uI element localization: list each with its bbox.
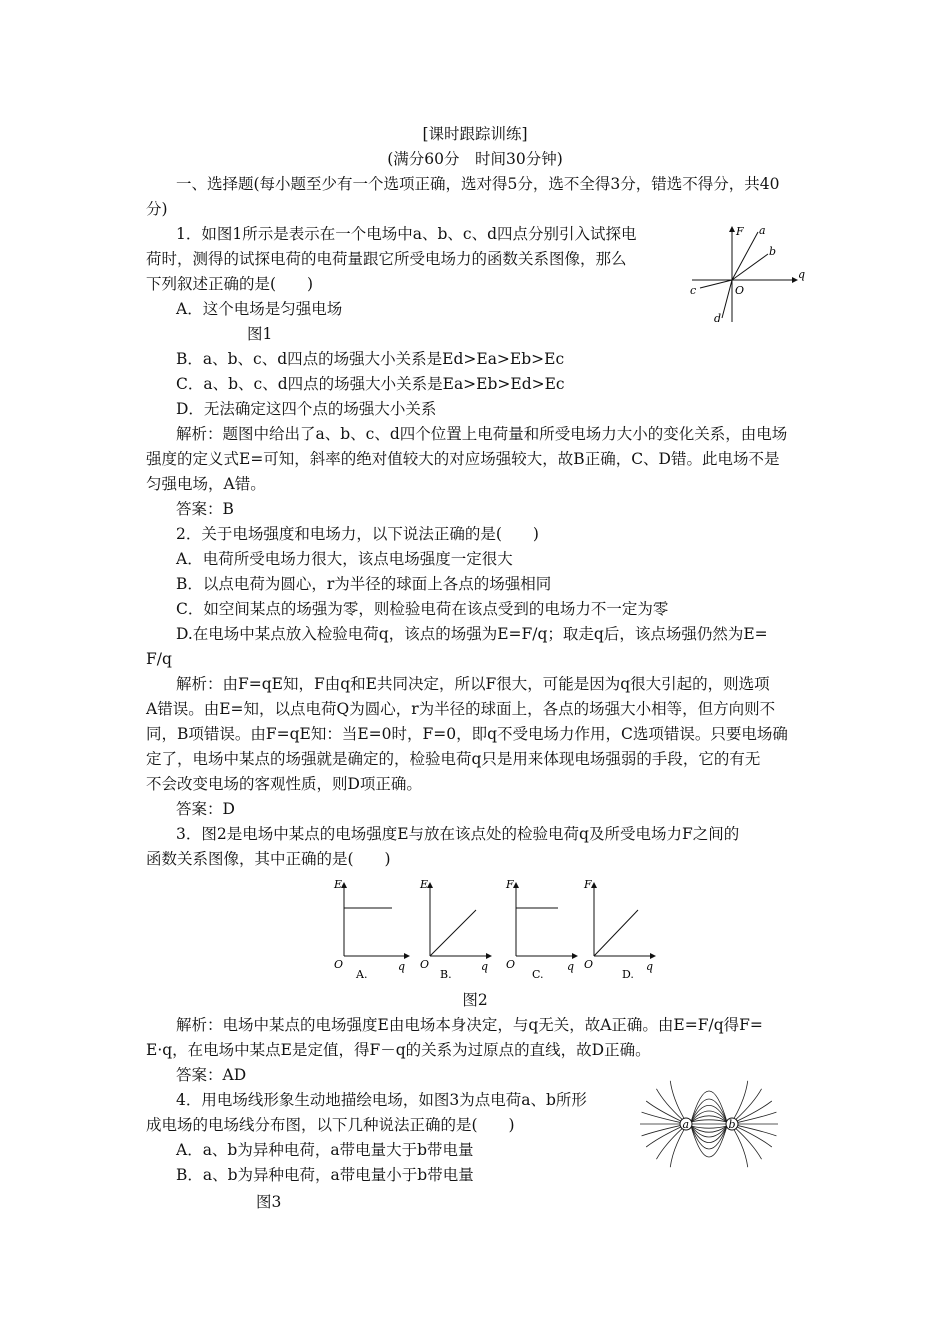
q3-figure-caption: 图2 <box>462 991 488 1009</box>
q2-analysis-line4: 定了，电场中某点的场强就是确定的，检验电荷q只是用来体现电场强弱的手段，它的有无 <box>146 750 761 768</box>
fig2-b-origin: O <box>420 958 430 971</box>
fig1-axis-y-label: F <box>736 225 744 238</box>
q1-stem-line3: 下列叙述正确的是( ) <box>146 275 314 293</box>
field-line <box>642 1112 681 1122</box>
fig2-a-label: A. <box>356 968 368 981</box>
q1-answer: 答案：B <box>176 500 234 518</box>
fig2-b-y-label: E <box>420 878 429 891</box>
field-line <box>691 1126 727 1157</box>
page-subtitle: (满分60分 时间30分钟) <box>387 150 563 168</box>
fig2-graph-d <box>583 878 656 981</box>
fig1-line-a-label: a <box>759 224 766 237</box>
field-line <box>656 1089 682 1120</box>
fig2-c-origin: O <box>506 958 516 971</box>
q1-option-d: D．无法确定这四个点的场强大小关系 <box>176 400 437 418</box>
q4-figure-caption: 图3 <box>256 1193 282 1211</box>
q2-analysis-line2: A错误。由E=知，以点电荷Q为圆心，r为半径的球面上，各点的场强大小相等，但方向则不 <box>146 700 776 718</box>
q2-option-d-line2: F/q <box>146 650 172 668</box>
q3-stem-line1: 3．图2是电场中某点的电场强度E与放在该点处的检验电荷q及所受电场力F之间的 <box>176 825 740 843</box>
fig2-graph-a <box>333 878 410 981</box>
section-heading: 一、选择题(每小题至少有一个选项正确，选对得5分，选不全得3分，错选不得分，共40 <box>176 175 780 193</box>
field-line <box>691 1091 727 1122</box>
q3-stem-line2: 函数关系图像，其中正确的是( ) <box>146 850 391 868</box>
field-line <box>670 1130 684 1168</box>
q3-analysis-line2: E·q，在电场中某点E是定值，得F－q的关系为过原点的直线，故D正确。 <box>146 1041 651 1059</box>
fig2-a-y-label: E <box>334 878 343 891</box>
field-line <box>736 1129 762 1160</box>
q2-option-b: B．以点电荷为圆心，r为半径的球面上各点的场强相同 <box>176 575 552 593</box>
q1-option-c: C．a、b、c、d四点的场强大小关系是Ea>Eb>Ed>Ec <box>176 375 565 393</box>
fig1-axis-x-label: q <box>798 268 806 281</box>
figure-1-graph <box>686 222 806 326</box>
fig3-charge-b-label: b <box>728 1118 736 1131</box>
fig2-d-y-label: F <box>584 878 592 891</box>
fig1-origin-label: O <box>735 284 745 297</box>
field-line <box>642 1126 681 1136</box>
fig2-a-origin: O <box>334 958 344 971</box>
section-heading-cont: 分) <box>146 200 168 218</box>
q3-analysis-line1: 解析：电场中某点的电场强度E由电场本身决定，与q无关，故A正确。由E=F/q得F= <box>176 1016 763 1034</box>
q3-answer: 答案：AD <box>176 1066 247 1084</box>
q4-option-a: A．a、b为异种电荷，a带电量大于b带电量 <box>176 1141 474 1159</box>
fig2-b-x-label: q <box>481 960 489 973</box>
field-line <box>734 1081 748 1119</box>
q4-option-b: B．a、b为异种电荷，a带电量小于b带电量 <box>176 1166 474 1184</box>
field-line <box>656 1129 682 1160</box>
figure-2-graphs <box>326 876 666 984</box>
q2-analysis-line3: 同，B项错误。由F=qE知：当E=0时，F=0，即q不受电场力作用，C选项错误。只要电场确 <box>146 725 788 743</box>
fig1-line-b-label: b <box>769 245 777 258</box>
field-line <box>737 1127 772 1147</box>
q1-stem-line1: 1．如图1所示是表示在一个电场中a、b、c、d四点分别引入试探电 <box>176 225 637 243</box>
q4-stem-line2: 成电场的电场线分布图，以下几种说法正确的是( ) <box>146 1116 515 1134</box>
q1-analysis-line3: 匀强电场，A错。 <box>146 475 266 493</box>
fig2-c-x-label: q <box>567 960 575 973</box>
fig2-graph-b <box>419 878 492 981</box>
q2-option-c: C．如空间某点的场强为零，则检验电荷在该点受到的电场力不一定为零 <box>176 600 669 618</box>
fig1-line-d-label: d <box>714 312 722 325</box>
q2-analysis-line5: 不会改变电场的客观性质，则D项正确。 <box>146 775 422 793</box>
q1-figure-caption: 图1 <box>247 325 273 343</box>
q2-option-a: A．电荷所受电场力很大，该点电场强度一定很大 <box>176 550 513 568</box>
q4-stem-line1: 4．用电场线形象生动地描绘电场，如图3为点电荷a、b所形 <box>176 1091 587 1109</box>
fig3-charge-a-label: a <box>682 1118 690 1131</box>
field-line <box>691 1111 727 1122</box>
q1-option-b: B．a、b、c、d四点的场强大小关系是Ed>Ea>Eb>Ec <box>176 350 565 368</box>
field-line <box>691 1126 727 1137</box>
fig2-d-label: D. <box>622 968 634 981</box>
field-line <box>646 1101 681 1121</box>
q2-option-d-line1: D.在电场中某点放入检验电荷q，该点的场强为E=F/q；取走q后，该点场强仍然为E= <box>176 625 768 643</box>
q2-analysis-line1: 解析：由F=qE知，F由q和E共同决定，所以F很大，可能是因为q很大引起的，则选项 <box>176 675 770 693</box>
fig2-b-label: B. <box>440 968 452 981</box>
field-line <box>738 1126 777 1136</box>
q1-analysis-line1: 解析：题图中给出了a、b、c、d四个位置上电荷量和所受电场力大小的变化关系，由电场 <box>176 425 788 443</box>
q1-analysis-line2: 强度的定义式E=可知，斜率的绝对值较大的对应场强较大，故B正确，C、D错。此电场不是 <box>146 450 780 468</box>
fig2-a-x-label: q <box>398 960 406 973</box>
fig2-d-origin: O <box>584 958 594 971</box>
field-line <box>691 1126 727 1128</box>
q2-stem: 2．关于电场强度和电场力，以下说法正确的是( ) <box>176 525 539 543</box>
field-line <box>670 1081 684 1119</box>
field-line <box>736 1089 762 1120</box>
page-title: [课时跟踪训练] <box>422 125 528 143</box>
q1-stem-line2: 荷时，测得的试探电荷的电荷量跟它所受电场力的函数关系图像，那么 <box>146 250 627 268</box>
q2-answer: 答案：D <box>176 800 235 818</box>
field-line <box>738 1112 777 1122</box>
field-line <box>646 1127 681 1147</box>
field-line <box>691 1120 727 1122</box>
fig2-c-y-label: F <box>506 878 514 891</box>
fig1-line-c-label: c <box>690 284 697 297</box>
field-line <box>734 1130 748 1168</box>
field-line <box>737 1101 772 1121</box>
fig2-c-label: C. <box>532 968 544 981</box>
figure-3-field-lines <box>640 1080 780 1172</box>
fig2-graph-c <box>505 878 578 981</box>
fig2-d-x-label: q <box>646 960 654 973</box>
q1-option-a: A．这个电场是匀强电场 <box>176 300 343 318</box>
